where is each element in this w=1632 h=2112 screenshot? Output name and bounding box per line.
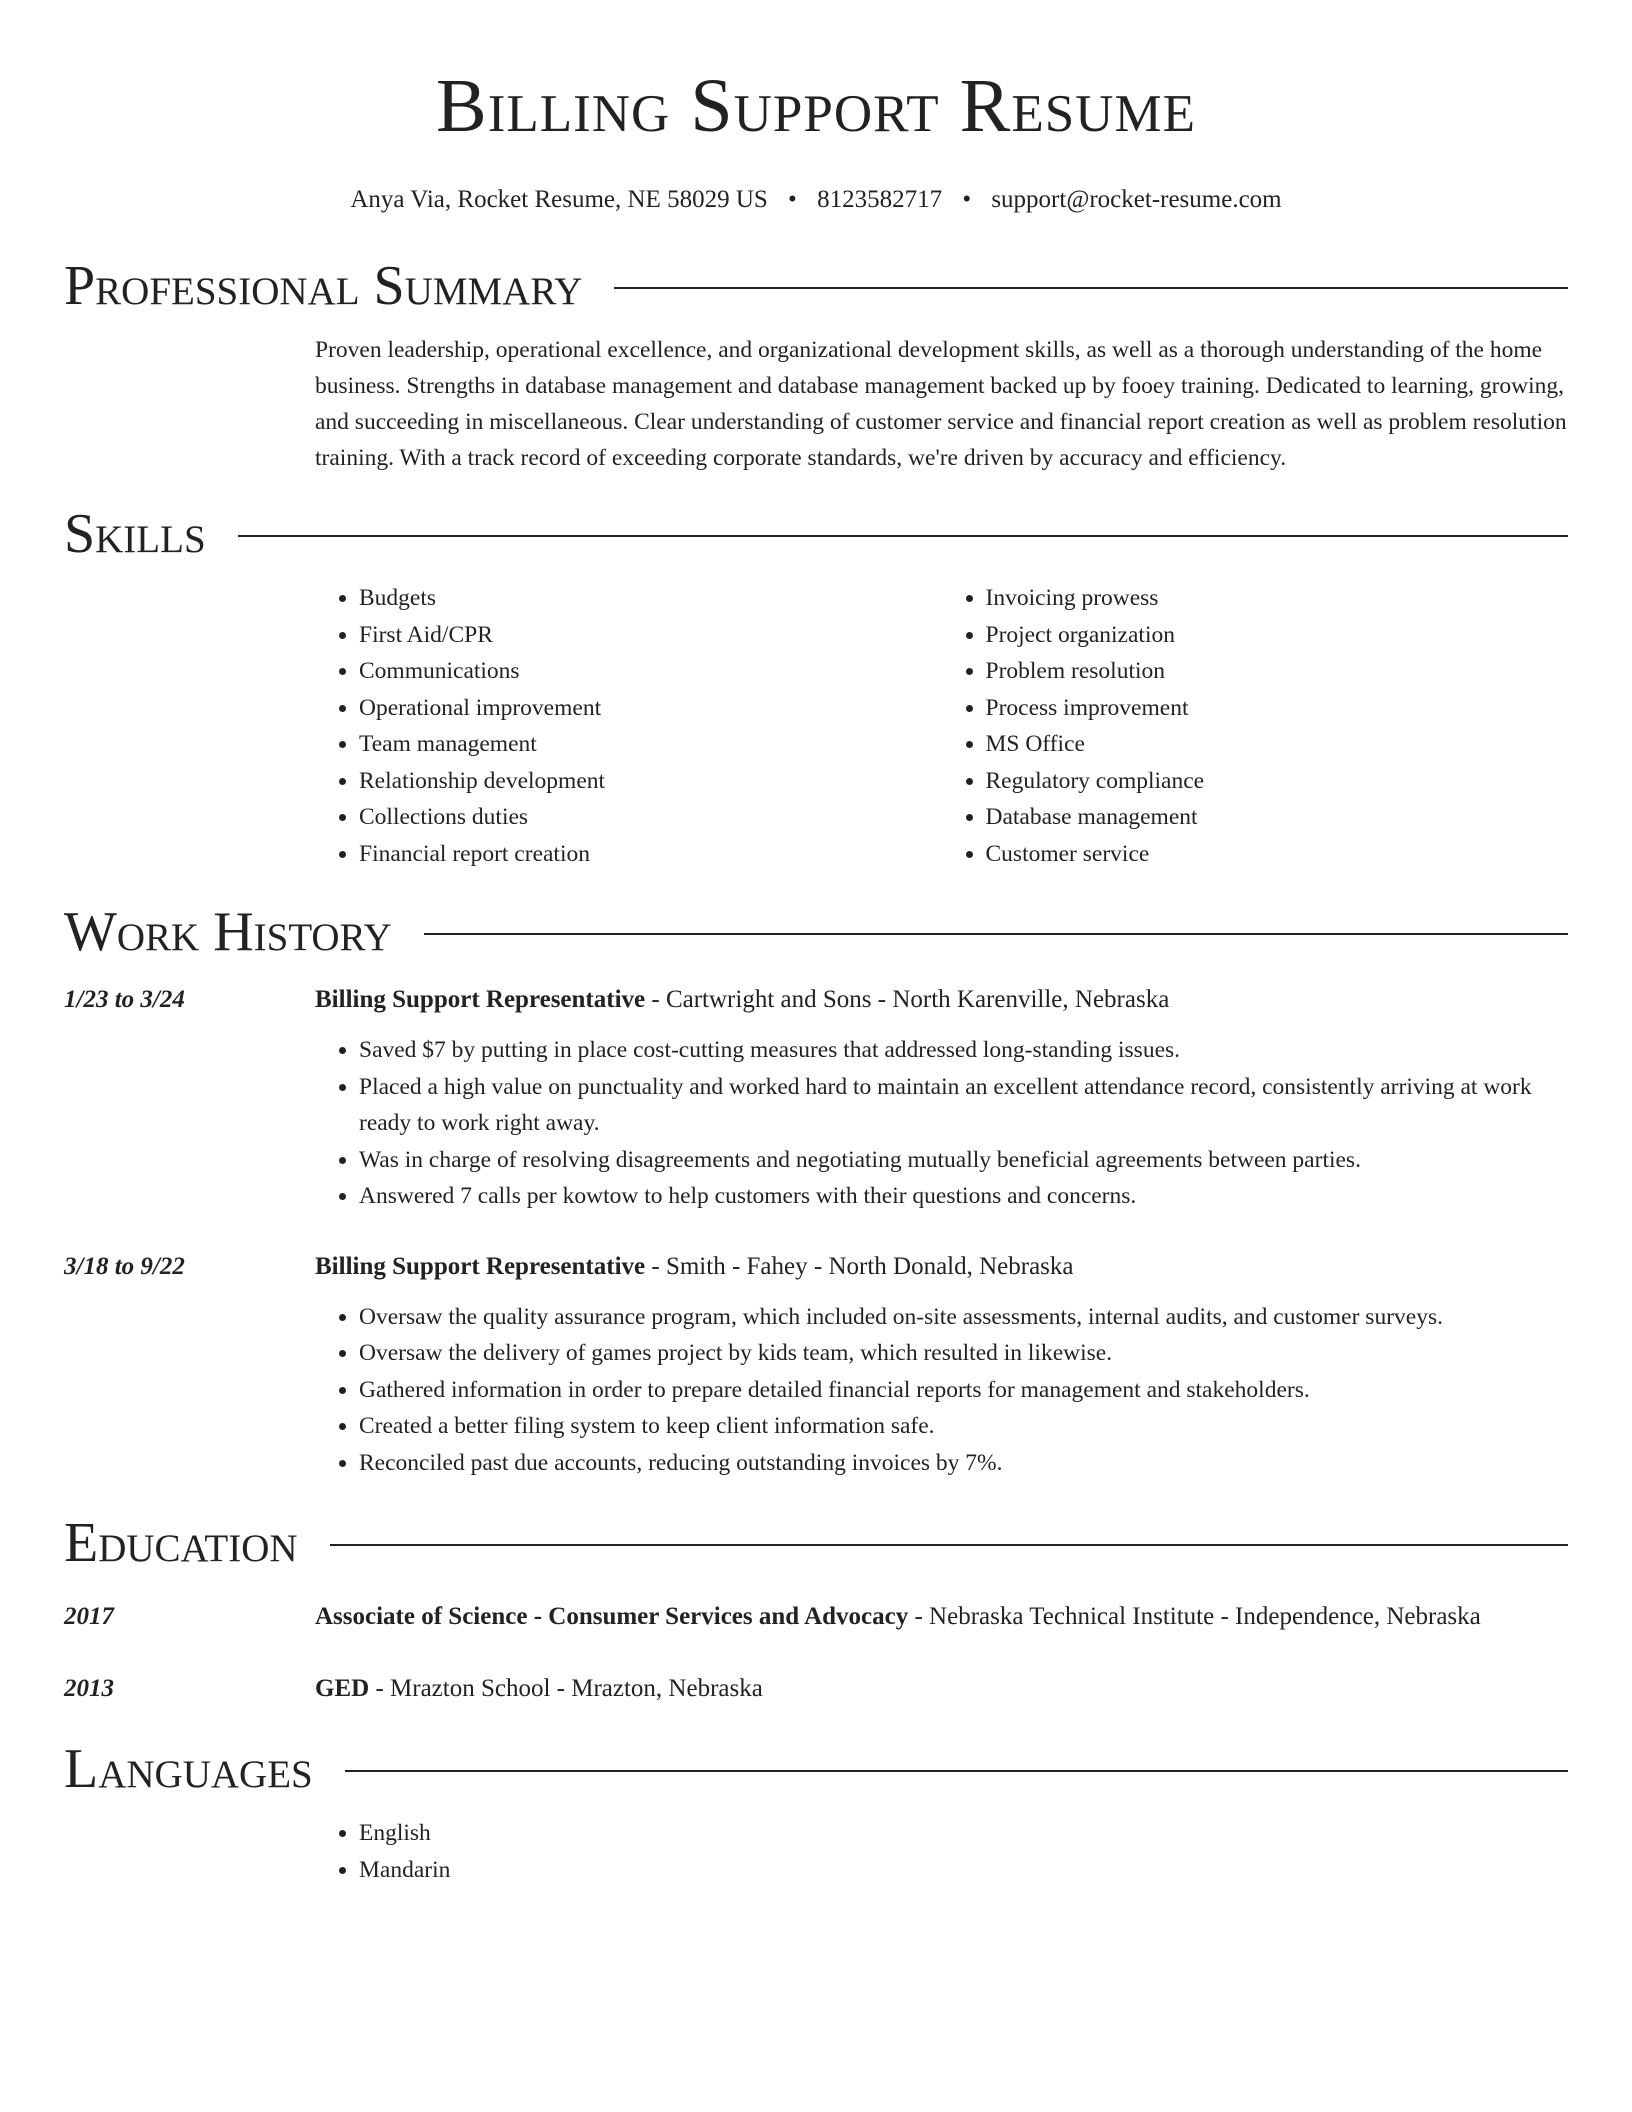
skills-column-right bbox=[942, 580, 1569, 872]
skill-item: • Collections duties bbox=[359, 799, 942, 836]
skill-item: • Financial report creation bbox=[359, 836, 942, 873]
skill-item: • Budgets bbox=[359, 580, 942, 617]
section-divider bbox=[330, 1544, 1568, 1546]
job-body bbox=[315, 1249, 1568, 1482]
education-entry bbox=[64, 1599, 1568, 1635]
resume-page bbox=[64, 0, 1568, 1888]
languages-heading: Languages bbox=[64, 1738, 313, 1800]
skill-item: • Communications bbox=[359, 653, 942, 690]
language-item: • English bbox=[359, 1815, 1568, 1852]
education-year: 2017 bbox=[64, 1603, 114, 1630]
skill-item: • First Aid/CPR bbox=[359, 617, 942, 654]
job-bullet: • Oversaw the delivery of games project by kids team, which resulted in likewise. bbox=[359, 1335, 1568, 1372]
skill-item: • Problem resolution bbox=[986, 653, 1569, 690]
work-heading: Work History bbox=[64, 901, 392, 963]
summary-section-header bbox=[64, 254, 1568, 318]
section-divider bbox=[424, 933, 1568, 935]
skill-item: • Operational improvement bbox=[359, 690, 942, 727]
contact-line bbox=[64, 184, 1568, 216]
skill-item: • Customer service bbox=[986, 836, 1569, 873]
job-details: - Smith - Fahey - North Donald, Nebraska bbox=[645, 1252, 1074, 1280]
job-bullet: • Created a better filing system to keep client information safe. bbox=[359, 1408, 1568, 1445]
job-bullet: • Reconciled past due accounts, reducing outstanding invoices by 7%. bbox=[359, 1445, 1568, 1482]
education-section-header bbox=[64, 1511, 1568, 1575]
skill-item: • Database management bbox=[986, 799, 1569, 836]
education-entry bbox=[64, 1671, 1568, 1707]
education-degree: GED bbox=[315, 1675, 370, 1702]
education-heading: Education bbox=[64, 1512, 298, 1574]
job-dates: 3/18 to 9/22 bbox=[64, 1252, 185, 1280]
section-divider bbox=[614, 287, 1568, 289]
contact-separator: • bbox=[962, 186, 972, 213]
skills-list bbox=[315, 580, 1568, 872]
job-title-line bbox=[315, 982, 1568, 1018]
job-bullets bbox=[315, 1299, 1568, 1482]
job-entry bbox=[64, 1249, 1568, 1482]
skill-item: • Process improvement bbox=[986, 690, 1569, 727]
job-body bbox=[315, 982, 1568, 1215]
education-details: - Mrazton School - Mrazton, Nebraska bbox=[369, 1675, 763, 1702]
education-line bbox=[315, 1599, 1568, 1635]
job-dates: 1/23 to 3/24 bbox=[64, 986, 185, 1013]
skills-heading: Skills bbox=[64, 503, 206, 565]
job-bullet: • Placed a high value on punctuality and worked hard to maintain an excellent attendance record, consistently arriving at work ready to work right away. bbox=[359, 1069, 1568, 1142]
languages-section-header bbox=[64, 1737, 1568, 1801]
education-degree: Associate of Science - Consumer Services and Advocacy bbox=[315, 1603, 909, 1630]
job-role: Billing Support Representative bbox=[315, 1252, 646, 1280]
section-divider bbox=[345, 1770, 1568, 1772]
job-bullet: • Saved $7 by putting in place cost-cutting measures that addressed long-standing issues. bbox=[359, 1032, 1568, 1069]
job-title-line bbox=[315, 1249, 1568, 1285]
job-bullet: • Answered 7 calls per kowtow to help customers with their questions and concerns. bbox=[359, 1178, 1568, 1215]
languages-list bbox=[315, 1815, 1568, 1888]
job-details: - Cartwright and Sons - North Karenville, Nebraska bbox=[645, 986, 1170, 1013]
contact-phone: 8123582717 bbox=[817, 186, 943, 213]
language-bullets bbox=[315, 1815, 1568, 1888]
job-entry bbox=[64, 982, 1568, 1215]
language-item: • Mandarin bbox=[359, 1852, 1568, 1889]
skills-section-header bbox=[64, 502, 1568, 566]
work-section-header bbox=[64, 900, 1568, 964]
education-line bbox=[315, 1671, 1568, 1707]
job-role: Billing Support Representative bbox=[315, 986, 646, 1013]
contact-email: support@rocket-resume.com bbox=[991, 186, 1282, 213]
skill-item: • Team management bbox=[359, 726, 942, 763]
job-bullet: • Was in charge of resolving disagreements and negotiating mutually beneficial agreements between parties. bbox=[359, 1142, 1568, 1179]
contact-separator: • bbox=[788, 186, 797, 213]
skill-item: • Invoicing prowess bbox=[986, 580, 1569, 617]
resume-title: Billing Support Resume bbox=[436, 64, 1196, 148]
education-year: 2013 bbox=[64, 1675, 114, 1702]
job-bullet: • Oversaw the quality assurance program, which included on-site assessments, internal audits, and customer surveys. bbox=[359, 1299, 1568, 1336]
skill-item: • MS Office bbox=[986, 726, 1569, 763]
contact-address: Anya Via, Rocket Resume, NE 58029 US bbox=[350, 186, 768, 213]
section-divider bbox=[238, 535, 1568, 537]
skill-item: • Regulatory compliance bbox=[986, 763, 1569, 800]
skill-item: • Project organization bbox=[986, 617, 1569, 654]
job-bullet: • Gathered information in order to prepare detailed financial reports for management and stakeholders. bbox=[359, 1372, 1568, 1409]
skills-column-left bbox=[315, 580, 942, 872]
skill-item: • Relationship development bbox=[359, 763, 942, 800]
education-details: - Nebraska Technical Institute - Independence, Nebraska bbox=[908, 1603, 1481, 1630]
summary-text: Proven leadership, operational excellence, and organizational development skills, as well as a thorough understanding of the home business. Strengths in database management and database management backed up by fooey training. Dedicated to learning, growing, and succeeding in miscellaneous. Clear understanding of customer service and financial report creation as well as problem resolution training. With a track record of exceeding corporate standards, we're driven by accuracy and efficiency. bbox=[315, 337, 1567, 471]
summary-heading: Professional Summary bbox=[64, 255, 583, 317]
job-bullets bbox=[315, 1032, 1568, 1215]
